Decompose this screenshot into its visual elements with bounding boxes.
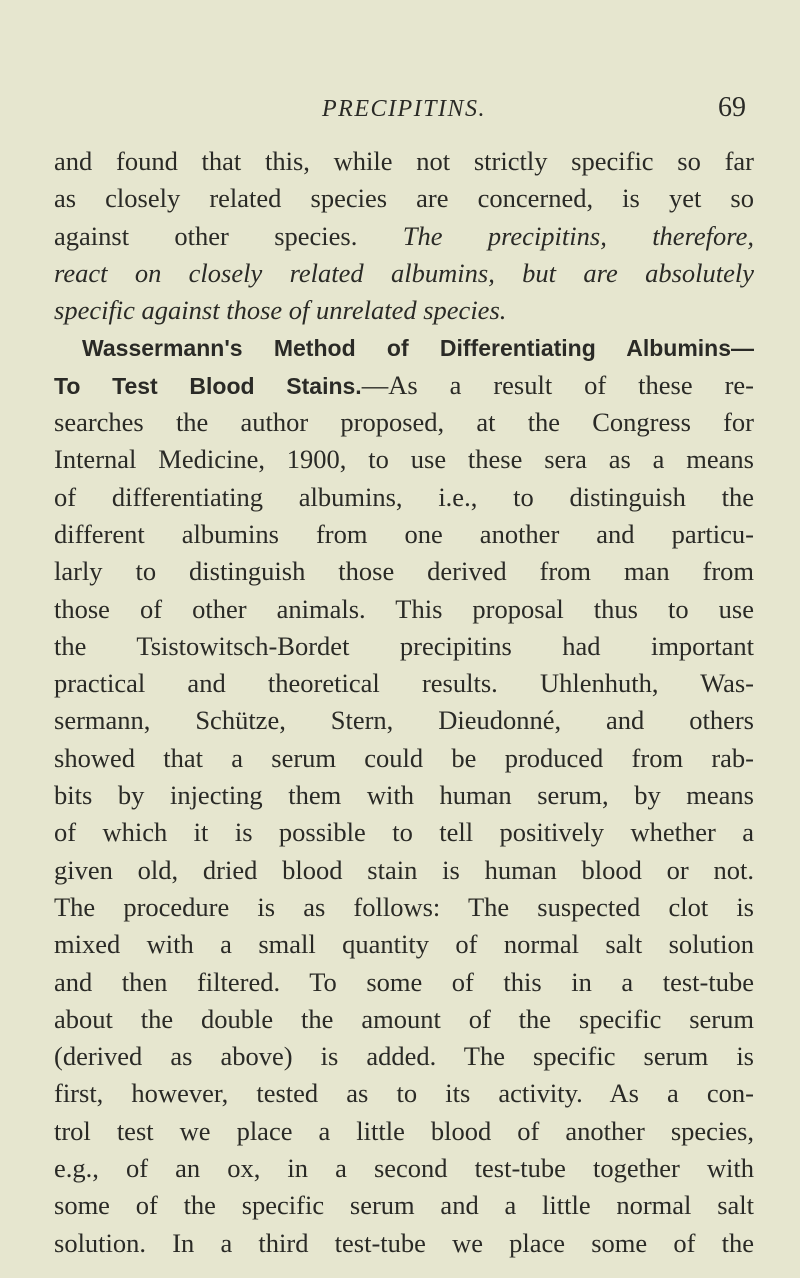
text-line: trol test we place a little blood of another species, xyxy=(54,1115,754,1146)
text-line: bits by injecting them with human serum, by means xyxy=(54,780,754,811)
italic-conclusion-line: specific against those of unrelated species. xyxy=(54,295,507,326)
text-line: as closely related species are concerned, is yet so xyxy=(54,183,754,214)
text-line: and then filtered. To some of this in a test-tube xyxy=(54,966,754,997)
text-line: first, however, tested as to its activity. As a con- xyxy=(54,1078,754,1109)
text-line: some of the specific serum and a little normal salt xyxy=(54,1190,754,1221)
text-line: and found that this, while not strictly specific so far xyxy=(54,146,754,176)
text-line xyxy=(54,218,754,255)
text-span: against other species. xyxy=(54,220,358,251)
text-line: given old, dried blood stain is human blood or not. xyxy=(54,854,754,885)
section-heading: To Test Blood Stains. xyxy=(54,372,362,399)
text-line: solution. In a third test-tube we place some of the xyxy=(54,1227,754,1258)
text-line: showed that a serum could be produced from rab- xyxy=(54,742,754,773)
text-line: (derived as above) is added. The specific serum is xyxy=(54,1041,754,1072)
text-line: practical and theoretical results. Uhlenhuth, Was- xyxy=(54,668,754,699)
text-line: larly to distinguish those derived from man from xyxy=(54,556,754,587)
text-line: The procedure is as follows: The suspected clot is xyxy=(54,891,754,922)
text-line xyxy=(54,367,754,404)
text-line: searches the author proposed, at the Congress for xyxy=(54,407,754,438)
text-line: e.g., of an ox, in a second test-tube together with xyxy=(54,1153,754,1184)
section-heading-line xyxy=(54,329,754,366)
text-line: about the double the amount of the specific serum xyxy=(54,1003,754,1034)
text-line: those of other animals. This proposal thus to use xyxy=(54,593,754,624)
text-line: different albumins from one another and particu- xyxy=(54,518,754,549)
body-text xyxy=(54,143,754,1262)
text-line: of which it is possible to tell positively whether a xyxy=(54,817,754,848)
italic-conclusion: The precipitins, therefore, xyxy=(402,220,754,251)
text-line: of differentiating albumins, i.e., to distinguish the xyxy=(54,481,754,512)
page-number: 69 xyxy=(718,92,746,123)
italic-conclusion-line: react on closely related albumins, but are absolutely xyxy=(54,257,754,288)
running-head xyxy=(58,92,750,126)
text-line: Internal Medicine, 1900, to use these sera as a means xyxy=(54,444,754,475)
text-span: —As a result of these re- xyxy=(361,369,754,400)
section-heading: Wassermann's Method of Differentiating Albumins— xyxy=(82,335,754,362)
text-line: mixed with a small quantity of normal salt solution xyxy=(54,929,754,960)
running-title: PRECIPITINS. xyxy=(322,96,486,122)
text-line: the Tsistowitsch-Bordet precipitins had important xyxy=(54,630,754,661)
text-line: sermann, Schütze, Stern, Dieudonné, and others xyxy=(54,705,754,736)
